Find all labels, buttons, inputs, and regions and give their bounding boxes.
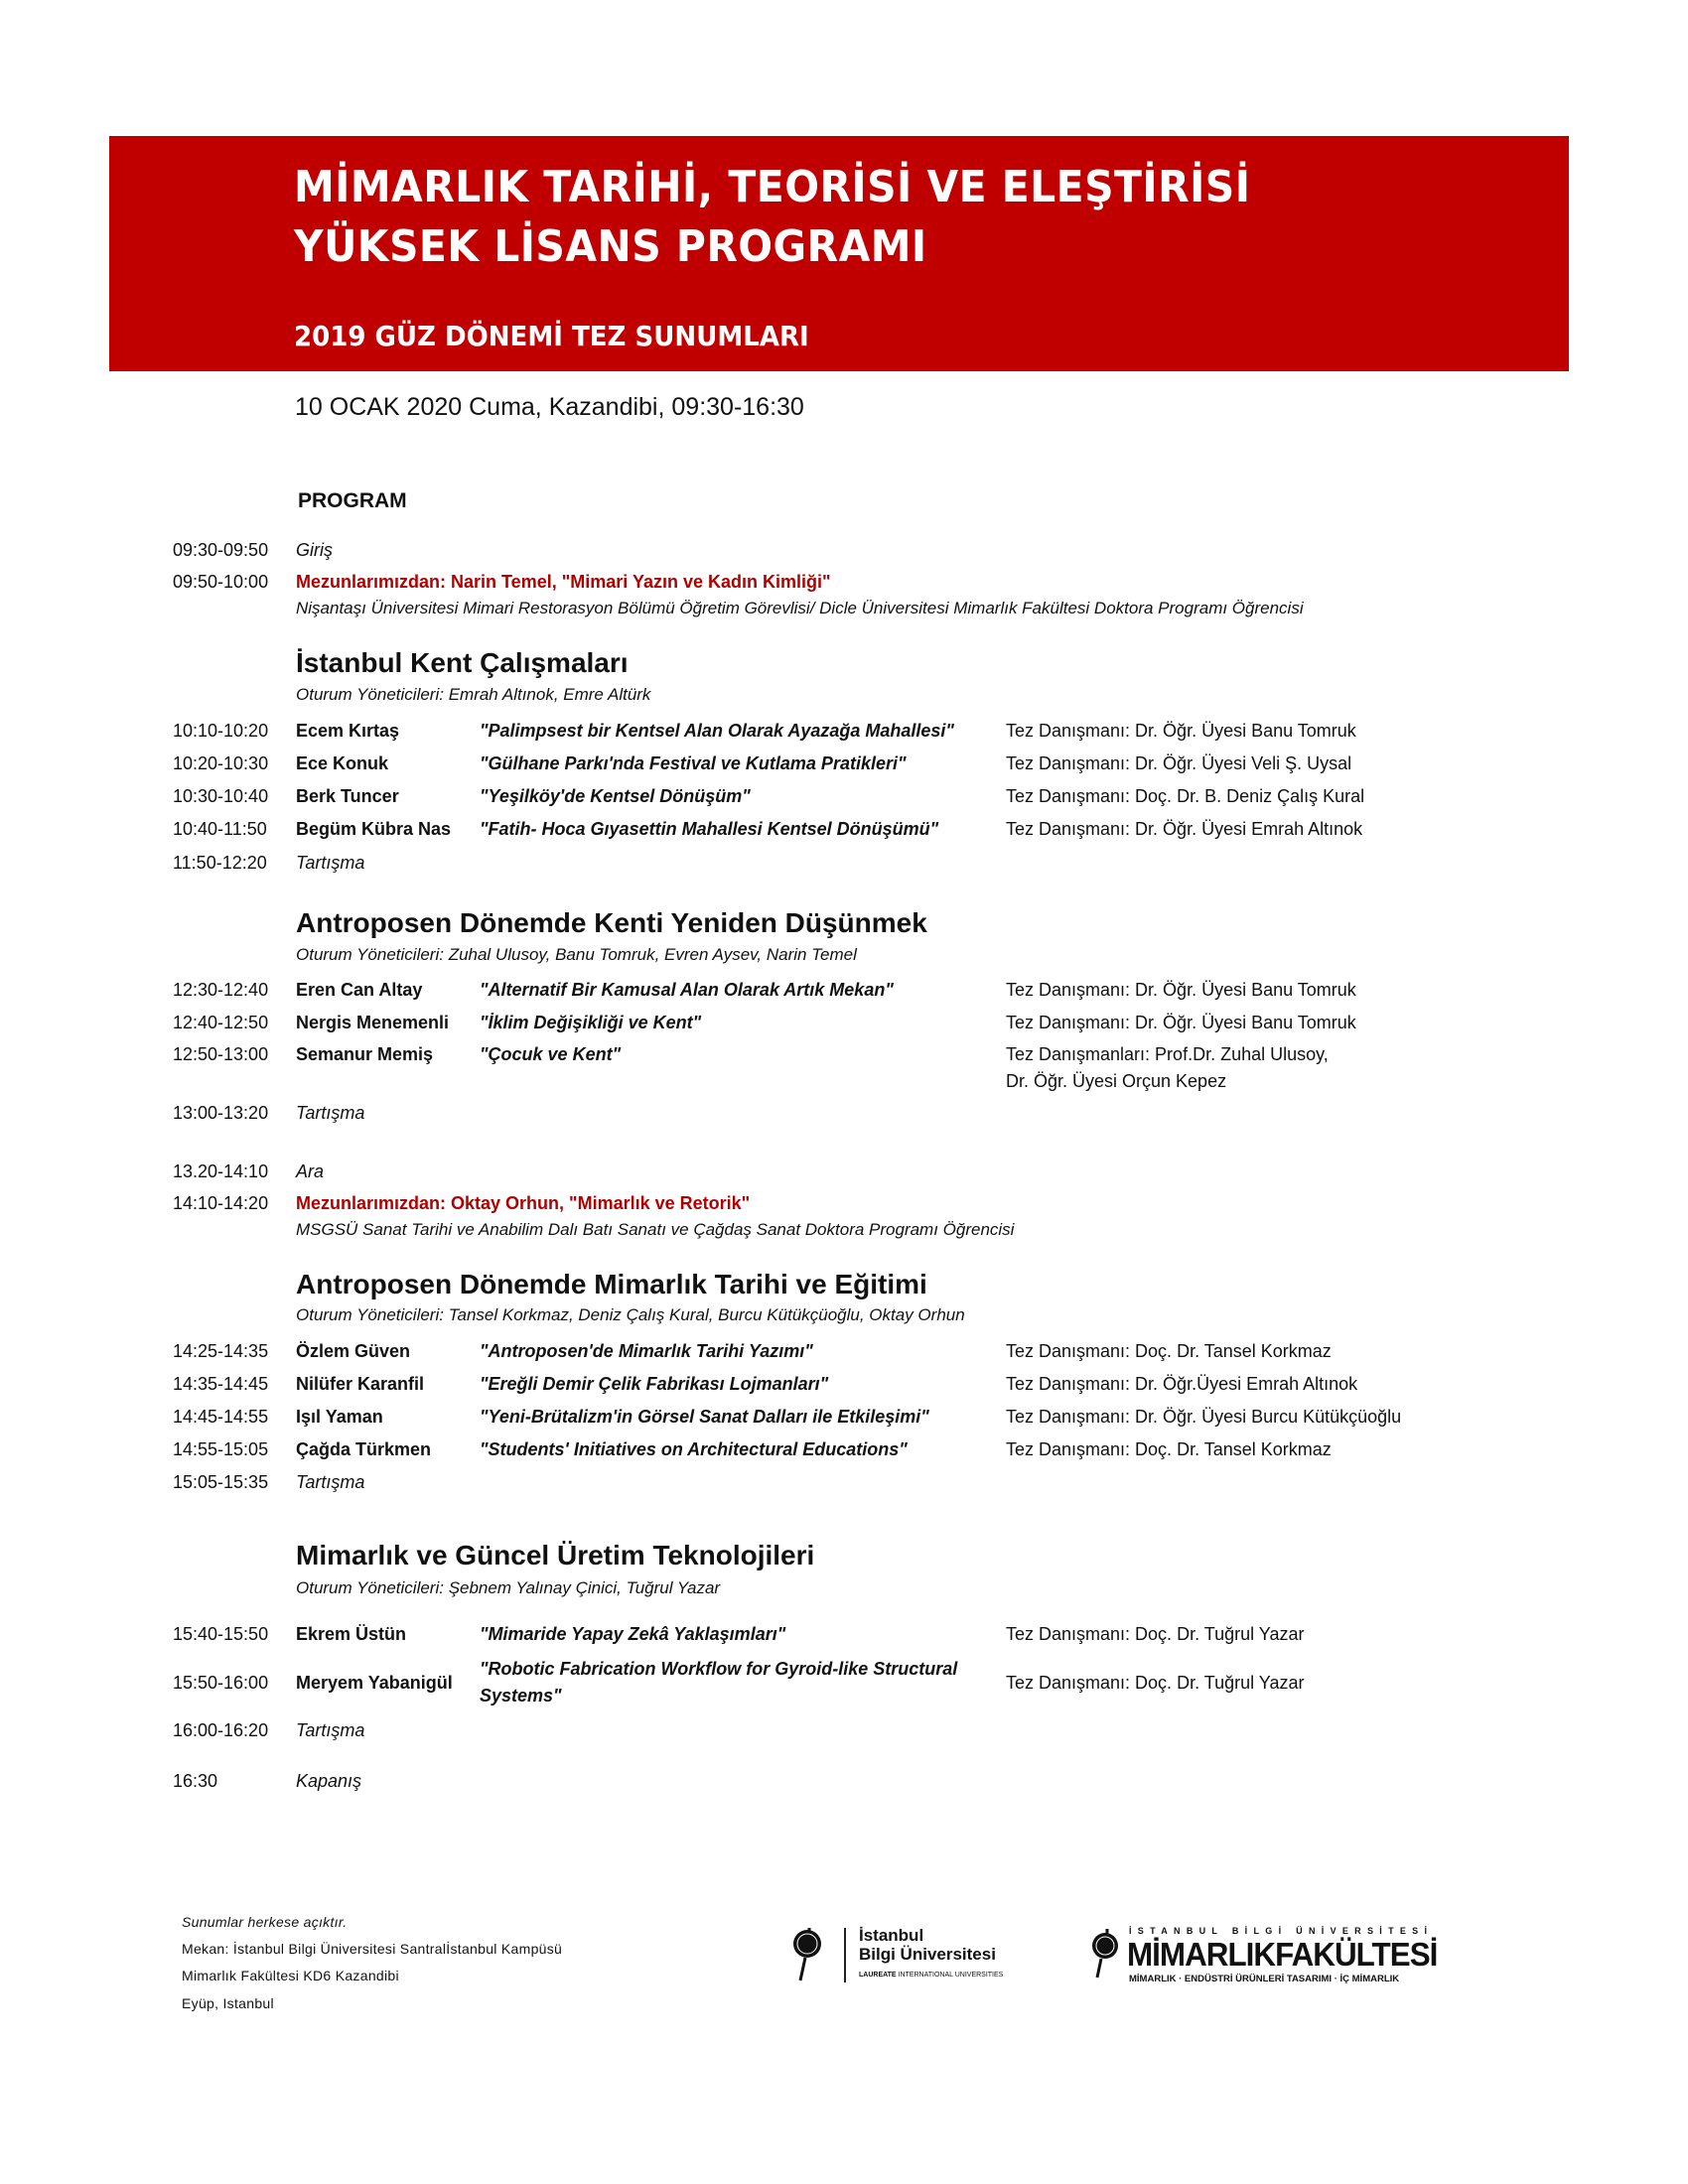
bilgi-name-line2: Bilgi Üniversitesi [859,1945,996,1964]
time-slot: 12:30-12:40 [173,980,269,1000]
discussion-label: Tartışma [296,1103,365,1123]
laureate-label: LAUREATE [859,1972,897,1979]
bilgi-emblem-icon [789,1926,829,1985]
thesis-title: "Yeni-Brütalizm'in Görsel Sanat Dalları ile Etkileşimi" [480,1407,929,1427]
time-slot: 14:55-15:05 [173,1439,269,1459]
presenter-name: Nilüfer Karanfil [296,1374,425,1394]
discussion-label: Tartışma [296,1472,365,1492]
laureate-suffix: INTERNATIONAL UNIVERSITIES [898,1972,1004,1979]
time-slot: 12:50-13:00 [173,1044,269,1064]
faculty-name: MİMARLIKFAKÜLTESİ [1127,1936,1438,1973]
thesis-title: "Yeşilköy'de Kentsel Dönüşüm" [480,786,751,806]
alumni-talk: Mezunlarımızdan: Oktay Orhun, "Mimarlık ve Retorik" [296,1193,751,1213]
time-slot: 16:30 [173,1771,218,1791]
presenter-name: Ekrem Üstün [296,1624,407,1644]
thesis-advisor: Tez Danışmanı: Dr. Öğr.Üyesi Emrah Altınok [1006,1374,1358,1394]
time-slot: 11:50-12:20 [173,853,267,873]
laureate-tagline [859,1971,1003,1979]
faculty-departments: MİMARLIK · ENDÜSTRİ ÜRÜNLERİ TASARIMI · İÇ MİMARLIK [1129,1974,1400,1984]
thesis-advisor: Tez Danışmanı: Doç. Dr. Tansel Korkmaz [1006,1439,1332,1459]
time-slot: 10:20-10:30 [173,753,269,773]
presenter-name: Eren Can Altay [296,980,423,1000]
header-banner [109,136,1569,371]
time-slot: 14:25-14:35 [173,1341,269,1361]
session-heading: Mimarlık ve Güncel Üretim Teknolojileri [296,1540,815,1570]
presenter-name: Begüm Kübra Nas [296,819,452,839]
session-heading: İstanbul Kent Çalışmaları [296,647,629,678]
thesis-title: "Alternatif Bir Kamusal Alan Olarak Artık Mekan" [480,980,894,1000]
thesis-title: "Gülhane Parkı'nda Festival ve Kutlama Pratikleri" [480,753,907,773]
session-moderators: Oturum Yöneticileri: Emrah Altınok, Emre Altürk [296,685,651,704]
thesis-advisor: Tez Danışmanı: Dr. Öğr. Üyesi Veli Ş. Uysal [1006,753,1352,773]
thesis-title: "İklim Değişikliği ve Kent" [480,1013,702,1032]
thesis-advisor: Tez Danışmanı: Doç. Dr. B. Deniz Çalış Kural [1006,786,1365,806]
thesis-title: "Robotic Fabrication Workflow for Gyroid-like Structural [480,1659,958,1679]
opening-label: Giriş [296,540,333,560]
thesis-title: "Fatih- Hoca Gıyasettin Mahallesi Kentsel Dönüşümü" [480,819,939,839]
session-moderators: Oturum Yöneticileri: Şebnem Yalınay Çinici, Tuğrul Yazar [296,1578,721,1597]
footer-open-note: Sunumlar herkese açıktır. [182,1914,348,1930]
event-subtitle: 2019 GÜZ DÖNEMİ TEZ SUNUMLARI [294,320,809,352]
thesis-advisor-line2: Dr. Öğr. Üyesi Orçun Kepez [1006,1071,1227,1091]
time-slot: 15:40-15:50 [173,1624,269,1644]
footer-venue-city: Eyüp, Istanbul [182,1995,274,2011]
time-slot: 15:50-16:00 [173,1673,269,1693]
alumni-affiliation: MSGSÜ Sanat Tarihi ve Anabilim Dalı Batı Sanatı ve Çağdaş Sanat Doktora Programı Öğrencisi [296,1220,1015,1239]
alumni-talk: Mezunlarımızdan: Narin Temel, "Mimari Yazın ve Kadın Kimliği" [296,572,831,592]
session-heading: Antroposen Dönemde Mimarlık Tarihi ve Eğitimi [296,1269,927,1299]
thesis-title-line2: Systems" [480,1686,562,1706]
thesis-advisor: Tez Danışmanı: Doç. Dr. Tuğrul Yazar [1006,1624,1305,1644]
presenter-name: Özlem Güven [296,1341,411,1361]
thesis-advisor: Tez Danışmanları: Prof.Dr. Zuhal Ulusoy, [1006,1044,1329,1064]
break-label: Ara [296,1161,325,1181]
time-slot: 14:35-14:45 [173,1374,269,1394]
session-moderators: Oturum Yöneticileri: Tansel Korkmaz, Deniz Çalış Kural, Burcu Kütükçüoğlu, Oktay Orhun [296,1305,965,1324]
footer-venue: Mekan: İstanbul Bilgi Üniversitesi Santralİstanbul Kampüsü [182,1941,563,1957]
session-heading: Antroposen Dönemde Kenti Yeniden Düşünmek [296,907,927,938]
presenter-name: Semanur Memiş [296,1044,434,1064]
program-heading: PROGRAM [298,489,407,512]
time-slot: 09:50-10:00 [173,572,269,592]
alumni-affiliation: Nişantaşı Üniversitesi Mimari Restorasyon Bölümü Öğretim Görevlisi/ Dicle Üniversitesi Mimarlık Fakültesi Doktora Programı Öğrencisi [296,599,1304,617]
time-slot: 14:10-14:20 [173,1193,269,1213]
time-slot: 15:05-15:35 [173,1472,269,1492]
presenter-name: Berk Tuncer [296,786,399,806]
thesis-title: "Antroposen'de Mimarlık Tarihi Yazımı" [480,1341,813,1361]
presenter-name: Işıl Yaman [296,1407,383,1427]
time-slot: 10:30-10:40 [173,786,269,806]
thesis-title: "Mimaride Yapay Zekâ Yaklaşımları" [480,1624,786,1644]
thesis-advisor: Tez Danışmanı: Dr. Öğr. Üyesi Burcu Kütükçüoğlu [1006,1407,1402,1427]
thesis-title: "Çocuk ve Kent" [480,1044,622,1064]
presenter-name: Ece Konuk [296,753,389,773]
thesis-advisor: Tez Danışmanı: Dr. Öğr. Üyesi Banu Tomruk [1006,721,1356,741]
time-slot: 16:00-16:20 [173,1720,269,1740]
faculty-emblem-icon [1087,1926,1127,1985]
presenter-name: Çağda Türkmen [296,1439,432,1459]
thesis-title: "Students' Initiatives on Architectural Educations" [480,1439,908,1459]
thesis-advisor: Tez Danışmanı: Doç. Dr. Tansel Korkmaz [1006,1341,1332,1361]
bilgi-university-logo [784,1916,1072,1995]
event-date: 10 OCAK 2020 Cuma, Kazandibi, 09:30-16:30 [295,393,804,421]
thesis-advisor: Tez Danışmanı: Dr. Öğr. Üyesi Banu Tomruk [1006,980,1356,1000]
faculty-university-line: İSTANBUL BİLGİ ÜNİVERSİTESİ [1129,1926,1434,1936]
presenter-name: Nergis Menemenli [296,1013,450,1032]
discussion-label: Tartışma [296,1720,365,1740]
bilgi-name-line1: İstanbul [859,1926,924,1945]
thesis-title: "Palimpsest bir Kentsel Alan Olarak Ayazağa Mahallesi" [480,721,954,741]
program-title-line1: MİMARLIK TARİHİ, TEORİSİ VE ELEŞTİRİSİ [294,162,1251,212]
thesis-advisor: Tez Danışmanı: Doç. Dr. Tuğrul Yazar [1006,1673,1305,1693]
time-slot: 13:00-13:20 [173,1103,269,1123]
logo-divider [844,1928,846,1982]
time-slot: 10:10-10:20 [173,721,269,741]
time-slot: 14:45-14:55 [173,1407,269,1427]
time-slot: 12:40-12:50 [173,1013,269,1032]
session-moderators: Oturum Yöneticileri: Zuhal Ulusoy, Banu Tomruk, Evren Aysev, Narin Temel [296,945,857,964]
footer-venue-building: Mimarlık Fakültesi KD6 Kazandibi [182,1968,399,1983]
program-title-line2: YÜKSEK LİSANS PROGRAMI [294,221,927,272]
thesis-title: "Ereğli Demir Çelik Fabrikası Lojmanları" [480,1374,829,1394]
thesis-advisor: Tez Danışmanı: Dr. Öğr. Üyesi Emrah Altınok [1006,819,1363,839]
discussion-label: Tartışma [296,853,365,873]
presenter-name: Meryem Yabanigül [296,1673,453,1693]
closing-label: Kapanış [296,1771,362,1791]
thesis-advisor: Tez Danışmanı: Dr. Öğr. Üyesi Banu Tomruk [1006,1013,1356,1032]
presenter-name: Ecem Kırtaş [296,721,400,741]
architecture-faculty-logo [1087,1916,1445,1995]
time-slot: 09:30-09:50 [173,540,269,560]
time-slot: 10:40-11:50 [173,819,267,839]
time-slot: 13.20-14:10 [173,1161,269,1181]
